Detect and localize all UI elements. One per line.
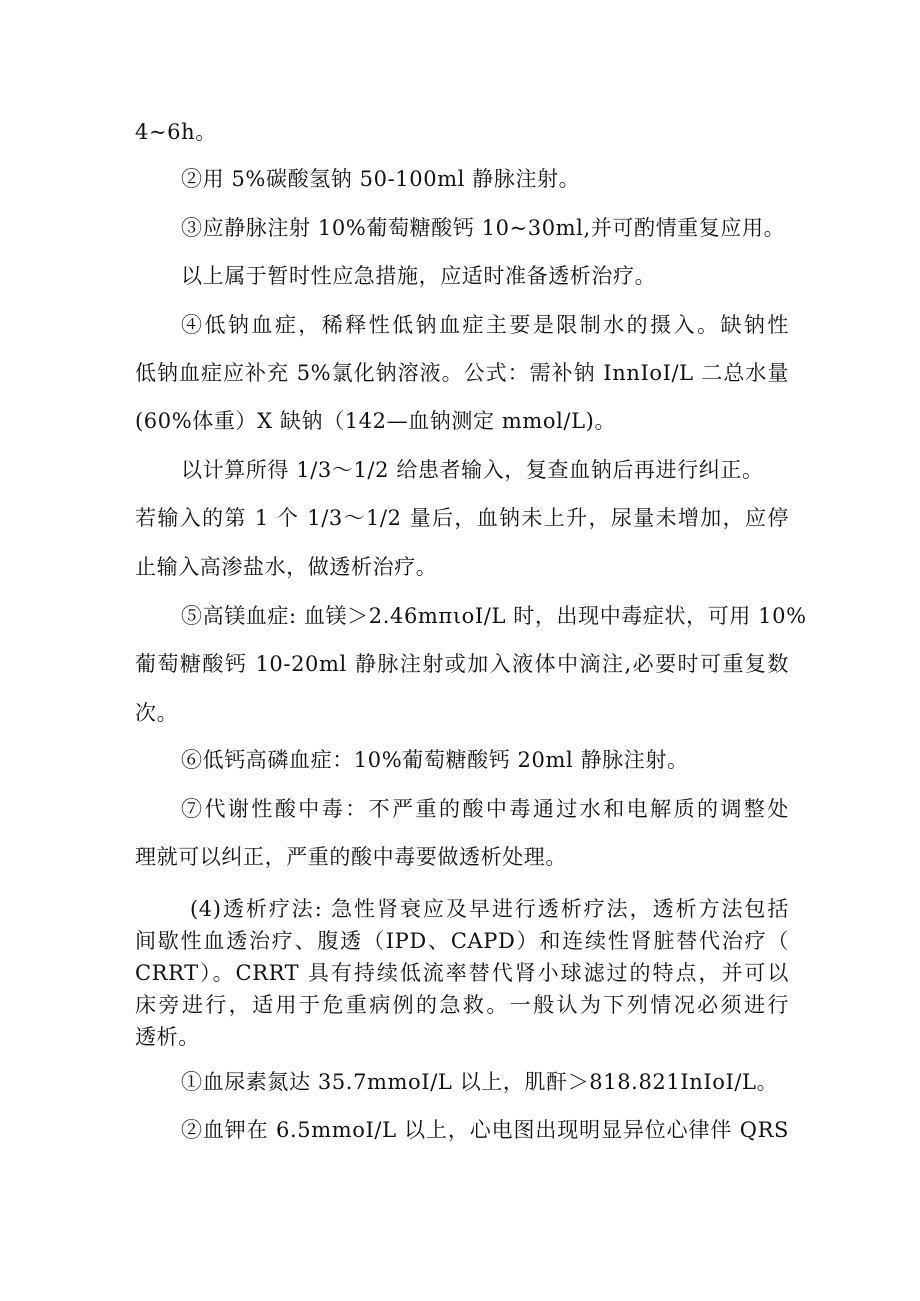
text-line-7: (60%体重）X 缺钠（142—血钠测定 mmol/L)。 (135, 409, 617, 433)
text-line-23: ②血钾在 6.5mmoΙ/L 以上，心电图出现明显异位心律伴 QRS (181, 1118, 789, 1142)
text-line-6: 低钠血症应补充 5%氯化钠溶液。公式：需补钠 InnIoI/L 二总水量 (135, 361, 789, 385)
text-line-19: CRRT）。CRRT 具有持续低流率替代肾小球滤过的特点，并可以 (135, 961, 789, 985)
text-line-8: 以计算所得 1/3～1/2 给患者输入，复查血钠后再进行纠正。 (181, 458, 764, 482)
text-line-1: 4~6h。 (135, 120, 217, 144)
text-line-21: 透析。 (135, 1025, 200, 1049)
text-line-5: ④低钠血症，稀释性低钠血症主要是限制水的摄入。缺钠性 (181, 313, 789, 337)
text-line-18: 间歇性血透治疗、腹透（IPD、CAPD）和连续性肾脏替代治疗（ (135, 929, 789, 953)
text-line-4: 以上属于暂时性应急措施，应适时准备透析治疗。 (181, 264, 657, 288)
text-line-22: ①血尿素氮达 35.7mmoΙ/L 以上，肌酐＞818.821InIoI/L。 (181, 1070, 779, 1094)
text-line-3: ③应静脉注射 10%葡萄糖酸钙 10~30ml,并可酌情重复应用。 (181, 216, 786, 240)
text-line-15: ⑦代谢性酸中毒：不严重的酸中毒通过水和电解质的调整处 (181, 797, 789, 821)
text-line-10: 止输入高渗盐水，做透析治疗。 (135, 555, 438, 579)
text-line-2: ②用 5%碳酸氢钠 50-100ml 静脉注射。 (181, 167, 581, 191)
text-line-13: 次。 (135, 701, 179, 725)
text-line-14: ⑥低钙高磷血症：10%葡萄糖酸钙 20ml 静脉注射。 (181, 748, 689, 772)
text-line-11: ⑤高镁血症: 血镁＞2.46mπιoΙ/L 时，出现中毒症状，可用 10% (181, 604, 807, 628)
text-line-17: (4)透析疗法: 急性肾衰应及早进行透析疗法，透析方法包括 (190, 897, 789, 921)
text-line-9: 若输入的第 1 个 1/3～1/2 量后，血钠未上升，尿量未增加，应停 (135, 506, 789, 530)
text-line-12: 葡萄糖酸钙 10-20ml 静脉注射或加入液体中滴注,必要时可重复数 (135, 652, 789, 676)
text-line-20: 床旁进行，适用于危重病例的急救。一般认为下列情况必须进行 (135, 993, 789, 1017)
text-line-16: 理就可以纠正，严重的酸中毒要做透析处理。 (135, 845, 567, 869)
